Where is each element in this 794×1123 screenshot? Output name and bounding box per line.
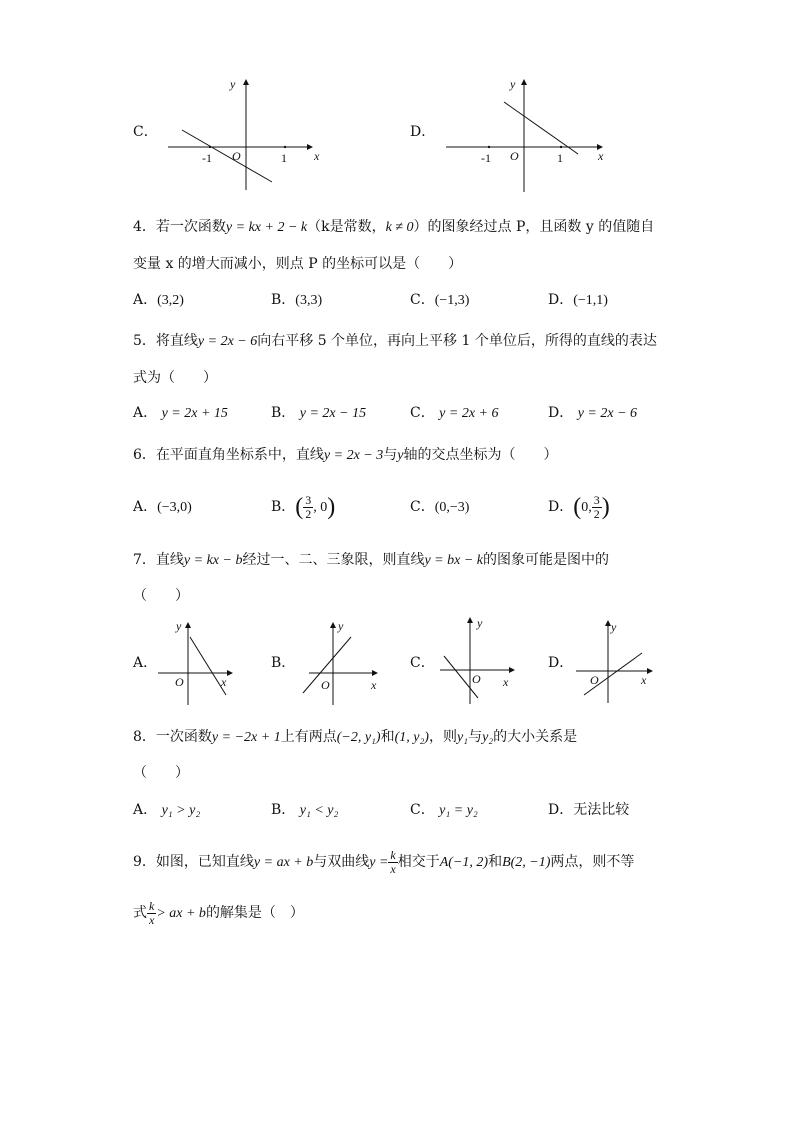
q8-option-c: C． y₁ = y₂ [410, 802, 478, 818]
origin-label: O [510, 149, 519, 163]
q3-option-c-graph [160, 72, 340, 197]
svg-text:x: x [371, 678, 377, 692]
q4-option-d: D．(−1,1) [548, 292, 608, 308]
q6-option-a: A．(−3,0) [133, 499, 192, 515]
svg-text:O: O [472, 672, 481, 686]
q3-option-d-graph [440, 72, 620, 197]
q7-option-a-label: A． [133, 655, 158, 671]
q7-option-b-label: B． [271, 655, 296, 671]
svg-text:O: O [590, 673, 599, 687]
svg-text:y: y [611, 620, 617, 634]
svg-text:O: O [175, 675, 184, 689]
q8-option-d: D．无法比较 [548, 802, 630, 818]
q7-stem-line1: 7．直线y = kx − b经过一、二、三象限，则直线y = bx − k的图象可能是图中的 [133, 552, 610, 568]
q7-option-c-graph [432, 612, 527, 707]
q7-stem-line2: （ ） [133, 588, 189, 604]
q7-option-c-label: C． [410, 655, 435, 671]
x-label: x [314, 149, 320, 163]
graph-line [504, 102, 578, 154]
graph-line [182, 130, 272, 182]
q9-stem-line2: 式 $\frac{k}{x}$ > ax + b的解集是（ ） [133, 898, 304, 927]
tick-1: 1 [557, 151, 563, 165]
q7-option-a-graph [150, 615, 245, 710]
q6-option-c: C．(0,−3) [410, 499, 470, 515]
q5-option-b: B． y = 2x − 15 [271, 405, 367, 421]
x-label: x [598, 149, 604, 163]
q7-option-d-graph [570, 615, 665, 710]
q4-option-c: C．(−1,3) [410, 292, 470, 308]
q8-option-a: A． y₁ > y₂ [133, 802, 201, 818]
svg-text:y: y [338, 619, 344, 633]
tick-neg1: -1 [202, 151, 212, 165]
tick-neg1: -1 [481, 151, 491, 165]
svg-text:x: x [503, 675, 509, 689]
q9-stem-line1: 9．如图，已知直线y = ax + b与双曲线y = $\frac{k}{x}$ 相交于A(−1, 2)和B(2, −1)两点，则不等 [133, 847, 635, 876]
q4-option-a: A．(3,2) [133, 292, 184, 308]
q4-option-b: B．(3,3) [271, 292, 323, 308]
tick-1: 1 [281, 151, 287, 165]
svg-text:y: y [477, 616, 483, 630]
q5-stem-line1: 5．将直线y = 2x − 6向右平移 5 个单位，再向上平移 1 个单位后，所得的直线的表达 [133, 333, 657, 349]
svg-text:y: y [176, 619, 182, 633]
q6-option-d: D．(0, $\frac{3}{2}$ ) [548, 492, 610, 521]
q3-option-d-label: D． [410, 124, 436, 140]
q5-option-c: C． y = 2x + 6 [410, 405, 499, 421]
q8-option-b: B． y₁ < y₂ [271, 802, 339, 818]
q4-stem-line2: 变量 x 的增大而减小，则点 P 的坐标可以是（ ） [133, 256, 463, 272]
q6-stem: 6．在平面直角坐标系中，直线y = 2x − 3与y轴的交点坐标为（ ） [133, 447, 558, 463]
q4-stem-line1: 4．若一次函数y = kx + 2 − k（k是常数，k ≠ 0）的图象经过点 P，且函数 y 的值随自 [133, 219, 655, 235]
svg-text:x: x [221, 675, 227, 689]
q7-option-b-graph [295, 615, 390, 710]
origin-label: O [232, 149, 241, 163]
q5-option-d: D． y = 2x − 6 [548, 405, 638, 421]
q8-stem-line1: 8．一次函数y = −2x + 1上有两点(−2, y₁)和(1, y₂)，则y₁与y₂的大小关系是 [133, 729, 578, 745]
q6-option-b: B．( $\frac{3}{2}$ , 0) [271, 492, 336, 521]
q5-option-a: A． y = 2x + 15 [133, 405, 228, 421]
q8-stem-line2: （ ） [133, 765, 189, 781]
q3-option-c-label: C． [133, 124, 158, 140]
svg-text:O: O [321, 678, 330, 692]
q5-stem-line2: 式为（ ） [133, 370, 217, 386]
svg-text:x: x [641, 673, 647, 687]
y-label: y [230, 77, 236, 91]
q7-option-d-label: D． [548, 655, 574, 671]
y-label: y [510, 77, 516, 91]
